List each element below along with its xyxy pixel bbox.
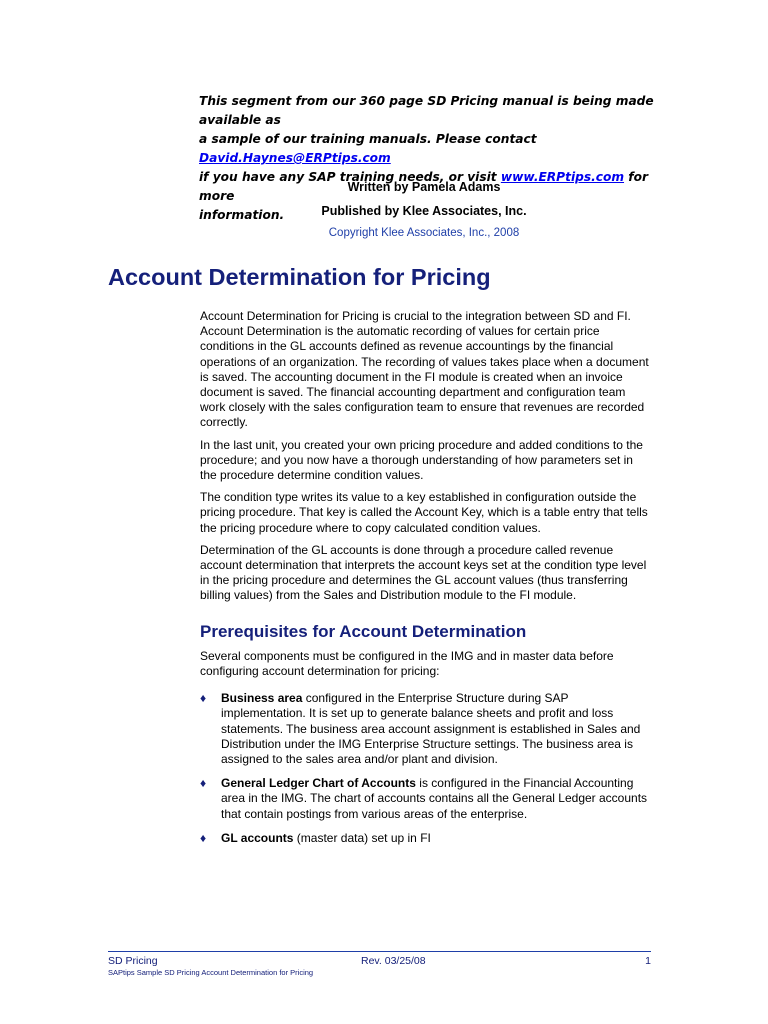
- paragraph: Account Determination for Pricing is crucial to the integration between SD and FI. Account Determination is the automatic recording of values for certain price conditions in the GL accounts defined as revenue accountings by the financial operations of an organization. The recording of values takes place when a document is saved. The accounting document in the FI module is created when an invoice document is saved. The financial accounting department and configuration team work closely with the sales configuration team to ensure that revenues are recorded correctly.: [200, 309, 649, 430]
- intro-line-4: information.: [199, 208, 285, 222]
- paragraph: Determination of the GL accounts is done through a procedure called revenue account determination that interprets the account keys set at the condition type level in the pricing procedure and determines the GL account values (thus transferring billing values) from the Sales and Distribution module to the FI module.: [200, 542, 647, 603]
- list-item: [200, 691, 652, 767]
- list-item: [200, 831, 652, 846]
- diamond-bullet-icon: ♦: [200, 691, 207, 706]
- page-number: 1: [645, 955, 651, 967]
- paragraph: In the last unit, you created your own pricing procedure and added conditions to the procedure; and you now have a thorough understanding of how parameters set in the procedure determine condition values.: [200, 437, 643, 483]
- footer-revision: Rev. 03/25/08: [361, 955, 426, 967]
- intro-line-3: if you have any SAP training needs, or visit: [199, 170, 501, 184]
- bullet-text: configured in the Enterprise Structure during SAP implementation. It is set up to generate balance sheets and profit and loss statements. The business area account assignment is established in Sales and Distribution under the IMG Enterprise Structure settings. The business area is assigned to the sales area and/or plant and division.: [221, 691, 641, 767]
- bullet-term: General Ledger Chart of Accounts: [221, 776, 416, 791]
- footer-subtitle: SAPtips Sample SD Pricing Account Determination for Pricing: [108, 968, 314, 977]
- intro-line-1: This segment from our 360 page SD Pricing manual is being made available as: [199, 94, 654, 127]
- contact-email-link[interactable]: David.Haynes@ERPtips.com: [199, 151, 391, 165]
- publisher-byline: Published by Klee Associates, Inc.: [321, 204, 527, 218]
- diamond-bullet-icon: ♦: [200, 830, 207, 845]
- section-heading: Prerequisites for Account Determination: [200, 621, 527, 641]
- body-column: [200, 309, 652, 855]
- paragraph: The condition type writes its value to a key established in configuration outside the pricing procedure. That key is called the Account Key, which is a table entry that tells the pricing procedure where to copy calculated condition values.: [200, 490, 648, 535]
- intro-line-2: a sample of our training manuals. Please contact: [199, 132, 537, 146]
- bullet-term: GL accounts: [221, 830, 294, 845]
- footer-manual-title: SD Pricing: [108, 955, 158, 967]
- page-title: Account Determination for Pricing: [108, 264, 491, 290]
- intro-line-3-end: for more: [199, 170, 648, 203]
- website-link[interactable]: www.ERPtips.com: [500, 170, 625, 184]
- bullet-text: (master data) set up in FI: [293, 830, 431, 845]
- copyright-line: Copyright Klee Associates, Inc., 2008: [328, 227, 520, 239]
- bullet-term: Business area: [221, 691, 303, 706]
- list-item: [200, 776, 652, 822]
- prerequisites-intro: Several components must be configured in the IMG and in master data before configuring account determination for pricing:: [200, 648, 614, 679]
- footer-divider: [108, 951, 651, 952]
- prerequisites-list: [200, 691, 652, 846]
- bullet-text: is configured in the Financial Accounting area in the IMG. The chart of accounts contains all the General Ledger accounts that contain postings from various areas of the enterprise.: [221, 776, 648, 821]
- author-byline: Written by Pamela Adams: [347, 180, 501, 194]
- diamond-bullet-icon: ♦: [200, 776, 207, 791]
